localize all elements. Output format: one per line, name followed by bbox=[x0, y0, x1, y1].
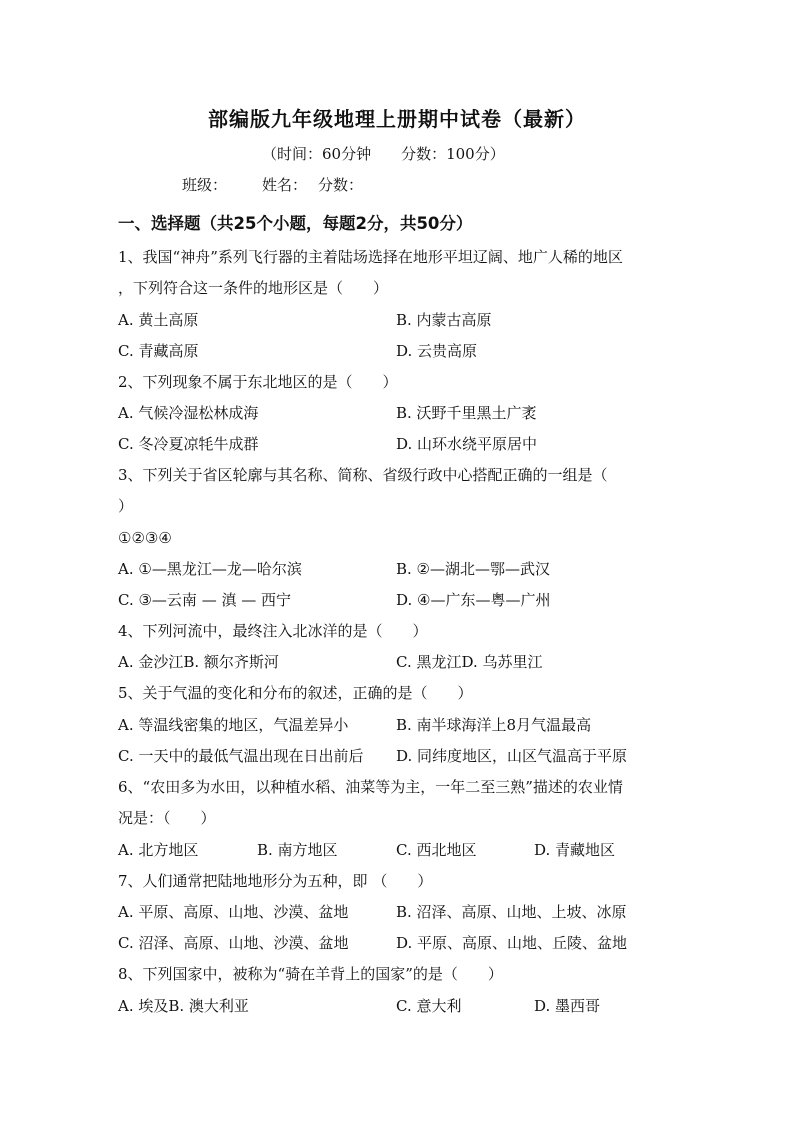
question-5-option-a: A. 等温线密集的地区，气温差异小 bbox=[118, 716, 349, 734]
question-6-text: 6、“农田多为水田，以种植水稻、油菜等为主，一年二至三熟”描述的农业情 bbox=[118, 778, 623, 796]
question-8-text: 8、下列国家中，被称为“骑在羊背上的国家”的是（ ） bbox=[118, 965, 503, 983]
section-heading: 一、选择题（共25个小题，每题2分，共50分） bbox=[118, 214, 473, 233]
question-2-option-a: A. 气候冷湿松林成海 bbox=[118, 404, 259, 422]
question-5-option-b: B. 南半球海洋上8月气温最高 bbox=[396, 716, 592, 734]
class-label: 班级： bbox=[182, 176, 228, 194]
question-3-option-b: B. ②—湖北—鄂—武汉 bbox=[396, 560, 551, 578]
question-1-text-cont: ，下列符合这一条件的地形区是（ ） bbox=[118, 279, 389, 297]
exam-title: 部编版九年级地理上册期中试卷（最新） bbox=[208, 107, 586, 131]
question-8-option-c: C. 意大利 bbox=[396, 997, 462, 1015]
question-5-text: 5、关于气温的变化和分布的叙述，正确的是（ ） bbox=[118, 684, 473, 702]
question-6-option-b: B. 南方地区 bbox=[257, 841, 338, 859]
question-6-text-cont: 况是：（ ） bbox=[118, 809, 216, 827]
question-3-text: 3、下列关于省区轮廓与其名称、简称、省级行政中心搭配正确的一组是（ bbox=[118, 466, 608, 484]
question-2-option-c: C. 冬冷夏凉牦牛成群 bbox=[118, 435, 259, 453]
question-7-option-d: D. 平原、高原、山地、丘陵、盆地 bbox=[396, 934, 628, 952]
name-label: 姓名： bbox=[262, 176, 308, 194]
question-2-option-b: B. 沃野千里黑土广袤 bbox=[396, 404, 537, 422]
question-6-option-c: C. 西北地区 bbox=[396, 841, 477, 859]
question-7-option-c: C. 沼泽、高原、山地、沙漠、盆地 bbox=[118, 934, 349, 952]
question-8-option-ab: A. 埃及B. 澳大利亚 bbox=[118, 997, 249, 1015]
question-5-option-c: C. 一天中的最低气温出现在日出前后 bbox=[118, 747, 364, 765]
score-label: 分数： bbox=[318, 176, 364, 194]
question-1-text: 1、我国“神舟”系列飞行器的主着陆场选择在地形平坦辽阔、地广人稀的地区 bbox=[118, 248, 623, 266]
question-1-option-d: D. 云贵高原 bbox=[396, 342, 478, 360]
question-4-option-cd: C. 黑龙江D. 乌苏里江 bbox=[396, 653, 543, 671]
question-3-option-a: A. ①—黑龙江—龙—哈尔滨 bbox=[118, 560, 302, 578]
question-4-option-ab: A. 金沙江B. 额尔齐斯河 bbox=[118, 653, 279, 671]
question-6-option-d: D. 青藏地区 bbox=[534, 841, 616, 859]
question-7-option-a: A. 平原、高原、山地、沙漠、盆地 bbox=[118, 903, 349, 921]
question-2-option-d: D. 山环水绕平原居中 bbox=[396, 435, 538, 453]
question-3-text-cont: ） bbox=[118, 497, 134, 515]
question-4-text: 4、下列河流中，最终注入北冰洋的是（ ） bbox=[118, 622, 428, 640]
question-3-option-d: D. ④—广东—粤—广州 bbox=[396, 591, 551, 609]
question-3-figure-labels: ①②③④ bbox=[118, 529, 172, 547]
question-1-option-a: A. 黄土高原 bbox=[118, 311, 199, 329]
question-2-text: 2、下列现象不属于东北地区的是（ ） bbox=[118, 373, 398, 391]
question-8-option-d: D. 墨西哥 bbox=[534, 997, 601, 1015]
question-7-text: 7、人们通常把陆地地形分为五种，即 （ ） bbox=[118, 872, 433, 890]
question-3-option-c: C. ③—云南 — 滇 — 西宁 bbox=[118, 591, 291, 609]
question-7-option-b: B. 沼泽、高原、山地、上坡、冰原 bbox=[396, 903, 627, 921]
question-1-option-b: B. 内蒙古高原 bbox=[396, 311, 492, 329]
question-6-option-a: A. 北方地区 bbox=[118, 841, 199, 859]
question-1-option-c: C. 青藏高原 bbox=[118, 342, 199, 360]
time-score-info: （时间：60分钟 分数：100分） bbox=[262, 145, 505, 163]
question-5-option-d: D. 同纬度地区，山区气温高于平原 bbox=[396, 747, 628, 765]
